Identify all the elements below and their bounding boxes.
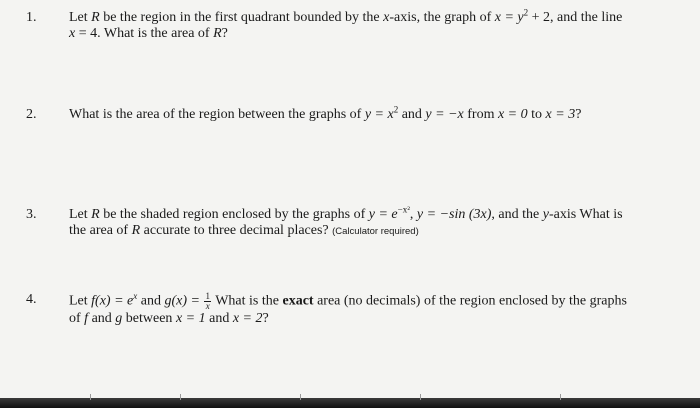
emphasis-text: exact (282, 293, 314, 309)
text-segment: + 2, and the line (528, 10, 623, 25)
text-segment: What is the (211, 293, 283, 309)
text-segment: to (527, 107, 546, 122)
text-segment: Let (69, 293, 92, 309)
math-expr: y = −x (425, 107, 464, 122)
text-segment: ? (575, 107, 582, 122)
text-segment: accurate to three decimal places? (140, 223, 333, 238)
problem-number: 1. (26, 10, 37, 25)
problem-text (69, 104, 669, 123)
problem-text (69, 204, 669, 240)
problem-text (69, 7, 669, 42)
text-segment: , (409, 207, 417, 222)
text-segment: and (205, 311, 233, 326)
problem-number: 3. (26, 207, 37, 222)
math-expr: y = e (368, 207, 398, 222)
math-expr: g(x) = (164, 293, 204, 309)
math-var: x (383, 10, 390, 25)
fraction-numerator: 1 (205, 291, 210, 301)
math-var: R (91, 207, 100, 222)
text-segment: , and the (491, 207, 543, 222)
edge-mark (560, 394, 561, 400)
text-segment: ? (262, 311, 269, 326)
problem-number: 4. (26, 292, 37, 307)
text-segment: from (463, 107, 498, 122)
math-var: R (213, 26, 222, 41)
text-segment: ? (221, 26, 228, 41)
math-exponent: 2 (393, 104, 399, 115)
text-segment: of (69, 311, 85, 326)
text-segment: and (398, 107, 426, 122)
text-segment: area (no decimals) of the region enclosed by the graphs (313, 293, 627, 309)
edge-mark (420, 394, 421, 400)
math-expr: x = 3 (545, 107, 576, 122)
edge-mark (180, 394, 181, 400)
math-exponent: x (133, 291, 138, 302)
math-expr: y = −sin (3x) (416, 207, 492, 222)
text-segment: and (88, 311, 116, 326)
text-segment: be the shaded region enclosed by the graphs of (99, 207, 369, 222)
fraction (204, 292, 211, 311)
math-expr: f(x) = e (91, 293, 134, 309)
edge-mark (300, 394, 301, 400)
math-var: x (69, 26, 76, 41)
text-segment: -axis What is (548, 207, 623, 222)
math-exponent: −x² (397, 204, 410, 215)
math-expr: x = 0 (497, 107, 528, 122)
text-segment: Let (69, 207, 92, 222)
calculator-note: (Calculator required) (332, 226, 419, 237)
math-var: g (115, 311, 123, 326)
math-expr: x = y (494, 10, 524, 25)
edge-mark (90, 394, 91, 400)
math-var: R (91, 10, 100, 25)
math-expr: x = 2 (232, 311, 263, 326)
text-segment: -axis, the graph of (389, 10, 495, 25)
text-segment: = 4. What is the area of (75, 26, 214, 41)
text-segment: between (122, 311, 176, 326)
text-segment: and (137, 293, 165, 309)
fraction-denominator: x (205, 301, 210, 311)
text-segment: be the region in the first quadrant bounded by the (99, 10, 384, 25)
problem-number: 2. (26, 107, 37, 122)
text-segment: the area of (69, 223, 132, 238)
math-var: f (84, 311, 89, 326)
math-expr: y = x (364, 107, 394, 122)
problem-text (69, 292, 669, 327)
math-expr: x = 1 (175, 311, 206, 326)
math-var: y (542, 207, 549, 222)
text-segment: What is the area of the region between the graphs of (69, 107, 365, 122)
math-var: R (131, 223, 141, 238)
text-segment: Let (69, 10, 92, 25)
math-exponent: 2 (523, 7, 529, 18)
page-bottom-edge (0, 398, 700, 408)
